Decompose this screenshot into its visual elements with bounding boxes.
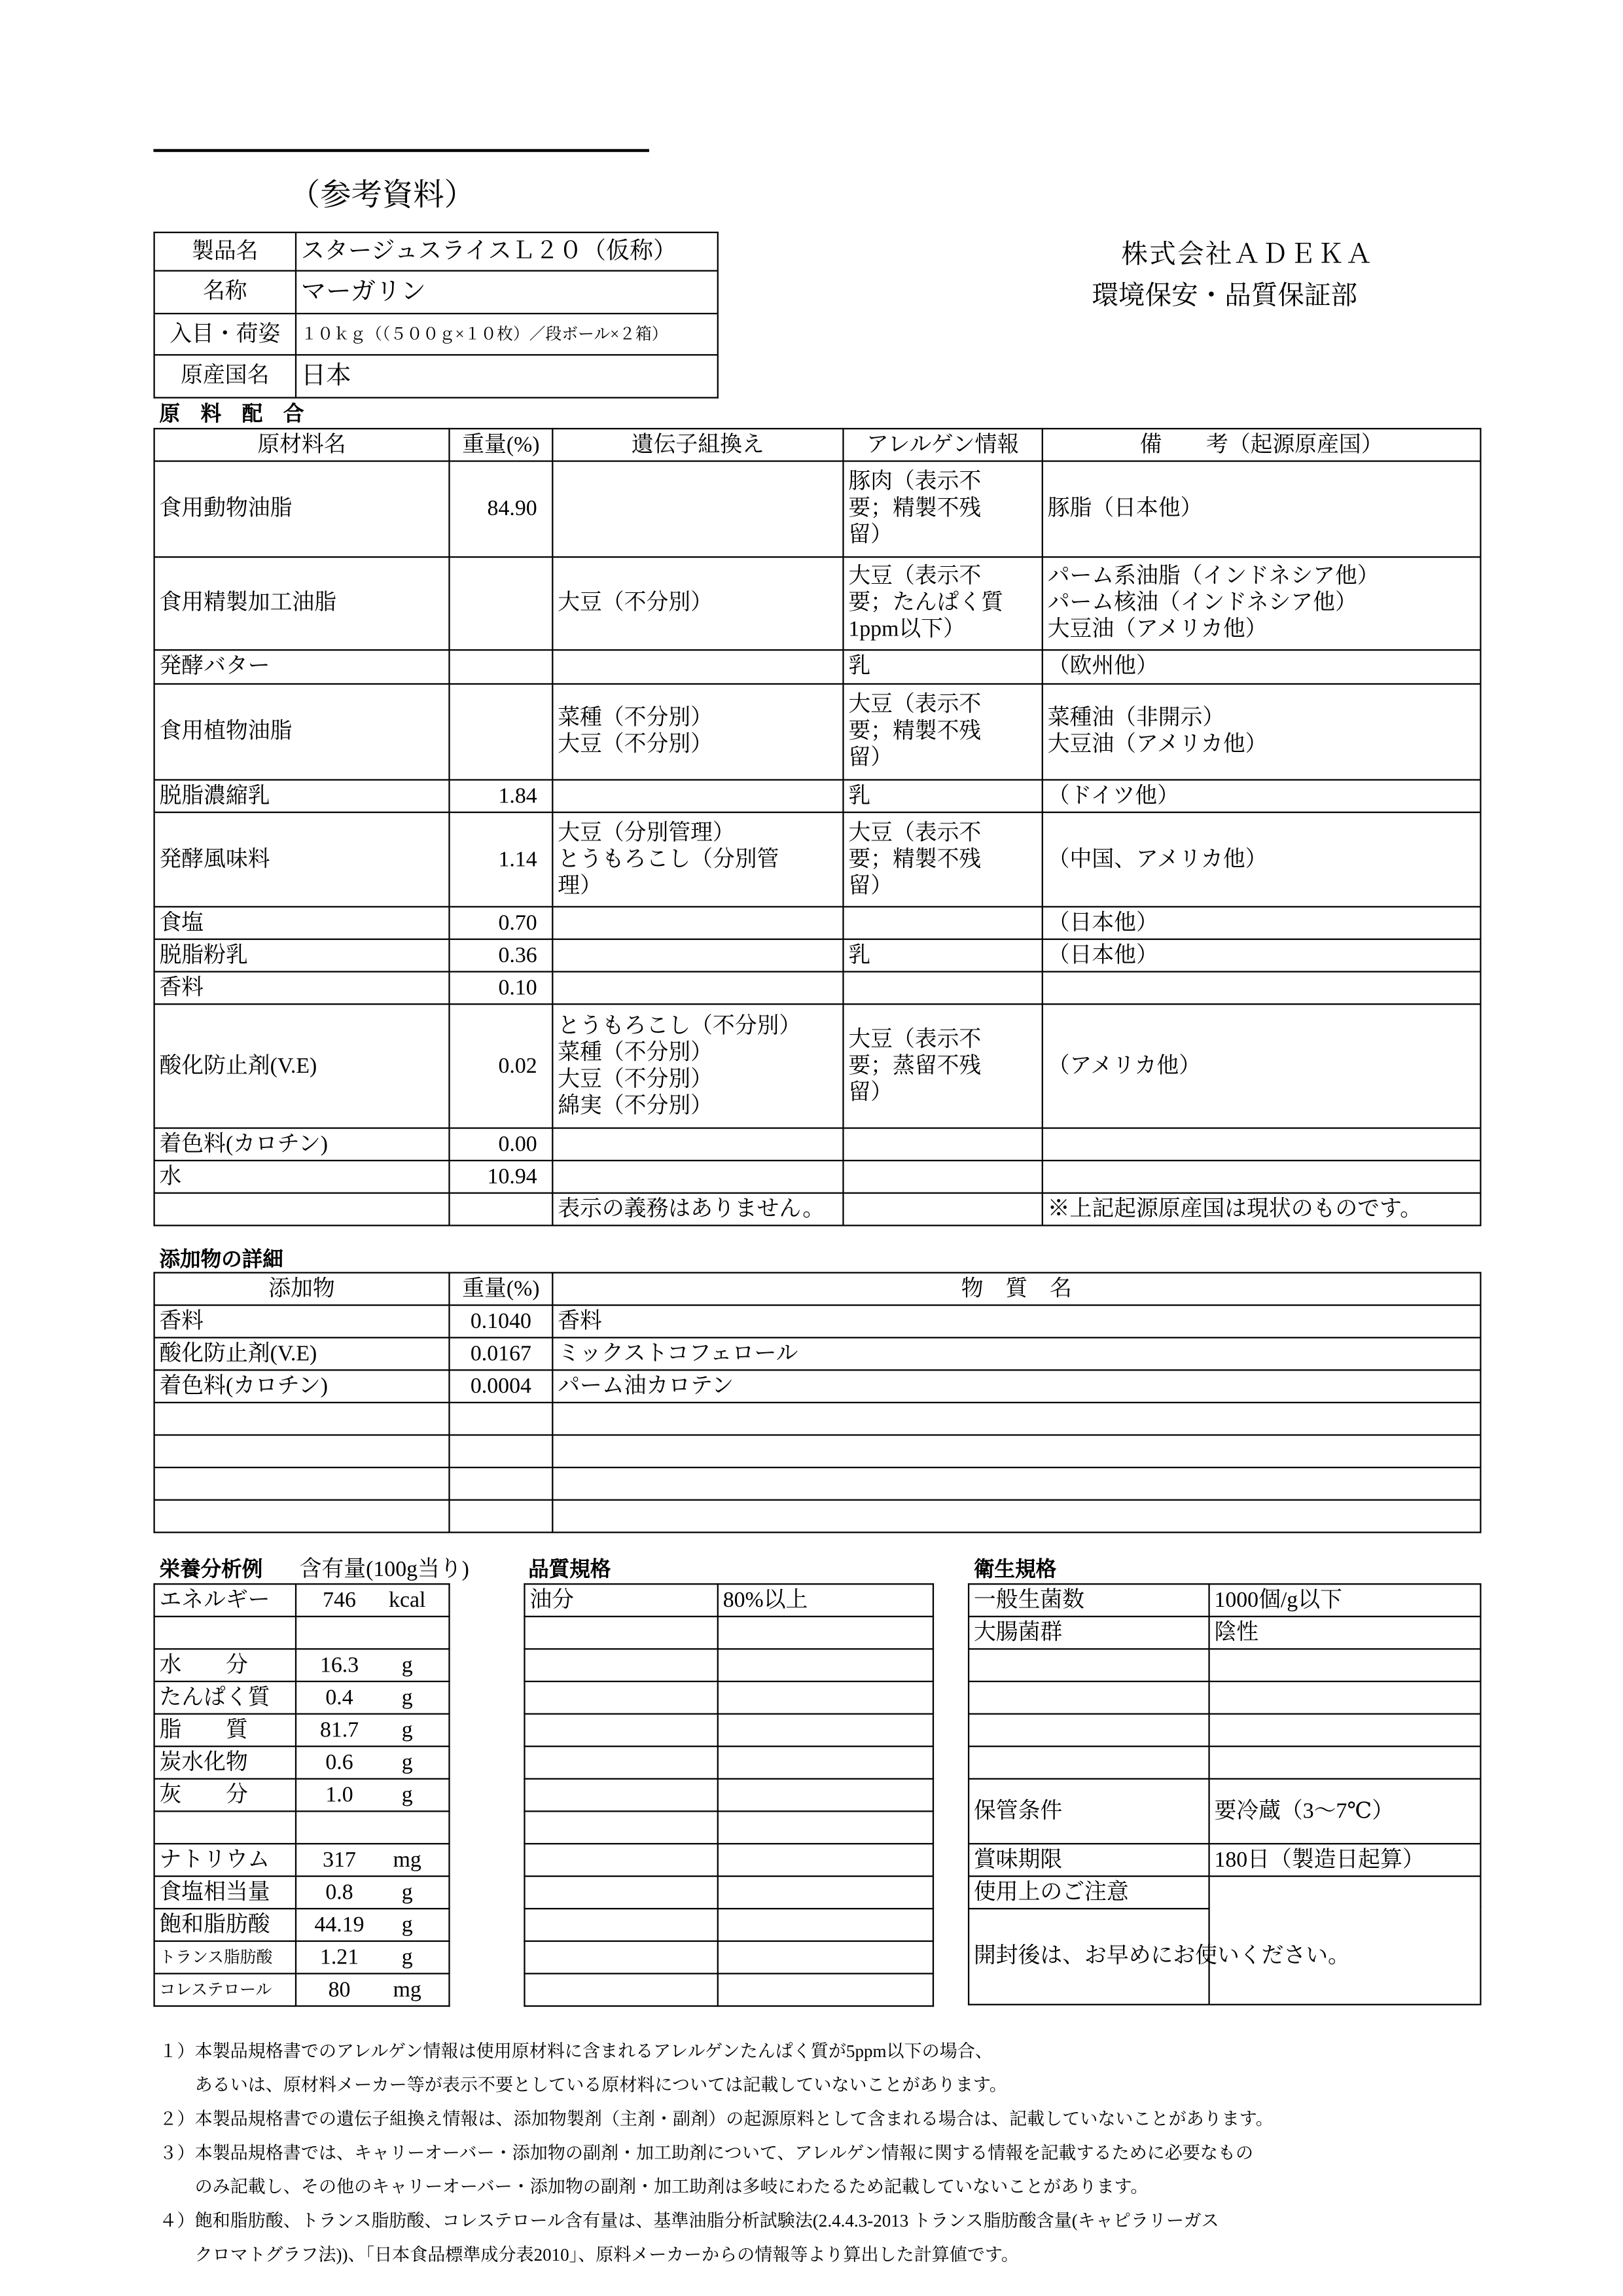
- column-header: 添加物: [154, 1273, 450, 1306]
- table-row: [154, 812, 1481, 906]
- remarks: [1043, 1128, 1481, 1161]
- product-field-label: 入目・荷姿: [154, 314, 296, 355]
- table-row: [524, 1681, 933, 1714]
- ingredient-name: 着色料(カロチン): [154, 1128, 450, 1161]
- table-row: [154, 1128, 1481, 1161]
- quality-spec: 80%以上: [718, 1584, 933, 1617]
- weight-percent: 0.70: [449, 906, 552, 939]
- nutrient-name: 食塩相当量: [154, 1876, 296, 1909]
- ingredient-name: 水: [154, 1160, 450, 1193]
- product-row: [154, 271, 718, 314]
- table-header: [154, 429, 1481, 461]
- quality-item: [524, 1876, 717, 1909]
- table-row: [154, 1338, 1481, 1371]
- footnote-line: クロマトグラフ法))、「日本食品標準成分表2010」、原料メーカーからの情報等より算出した計算値です。: [159, 2244, 1019, 2265]
- weight-percent: 84.90: [449, 461, 552, 558]
- weight-percent: 0.02: [449, 1004, 552, 1128]
- nutrient-name: 水 分: [154, 1649, 296, 1681]
- weight-percent: [449, 557, 552, 650]
- table-row: [154, 1305, 1481, 1338]
- allergen-info: [843, 1193, 1042, 1226]
- table-row: [969, 1681, 1480, 1714]
- caution-text: 開封後は、お早めにお使いください。: [969, 1909, 1480, 2005]
- table-row: [154, 1649, 450, 1681]
- quality-item: [524, 1811, 717, 1844]
- quality-item: [524, 1746, 717, 1779]
- weight-percent: [449, 1435, 552, 1468]
- table-row: [154, 1584, 450, 1617]
- product-field-value: １０ｋｇ（（５００ｇ×１０枚）／段ボール×２箱）: [296, 314, 718, 355]
- additive-name: [154, 1403, 450, 1435]
- weight-percent: [449, 1500, 552, 1533]
- substance-name: [552, 1467, 1480, 1500]
- nutrition-subheading: 含有量(100g当り): [299, 1558, 469, 1582]
- caution-text-row: [969, 1909, 1480, 2005]
- footnote-line: のみ記載し、その他のキャリーオーバー・添加物の副剤・加工助剤は多岐にわたるため記載していないことがあります。: [159, 2176, 1149, 2197]
- gmo-info: [552, 780, 843, 813]
- allergen-info: 大豆（表示不 要；精製不残 留）: [843, 684, 1042, 780]
- weight-percent: [449, 650, 552, 684]
- nutrient-value: 0.6: [325, 1750, 353, 1775]
- table-row: [154, 1714, 450, 1747]
- nutrient-amount-cell: [296, 1973, 449, 2006]
- nutrient-unit: kcal: [389, 1588, 426, 1613]
- nutrient-name: 脂 質: [154, 1714, 296, 1747]
- quality-spec: [718, 1909, 933, 1941]
- hygiene-item: [969, 1714, 1209, 1747]
- ingredients-table: [153, 428, 1481, 1227]
- quality-spec: [718, 1746, 933, 1779]
- table-row: [154, 906, 1481, 939]
- product-field-label: 原産国名: [154, 355, 296, 397]
- table-row: [524, 1909, 933, 1941]
- hygiene-spec: [1209, 1746, 1481, 1779]
- table-row: [154, 1370, 1481, 1403]
- nutrient-name: ナトリウム: [154, 1844, 296, 1876]
- title-rule: [153, 149, 649, 152]
- table-row: [969, 1844, 1480, 1876]
- table-row: [969, 1617, 1480, 1649]
- table-row: [524, 1746, 933, 1779]
- table-row: [969, 1779, 1480, 1844]
- hygiene-item: 賞味期限: [969, 1844, 1209, 1876]
- quality-item: [524, 1617, 717, 1649]
- table-row: [154, 1617, 450, 1649]
- footnote-line: ４）飽和脂肪酸、トランス脂肪酸、コレステロール含有量は、基準油脂分析試験法(2.4.4.3-2013 トランス脂肪酸含量(キャピラリーガス: [159, 2210, 1219, 2231]
- quality-spec: [718, 1649, 933, 1681]
- ingredient-name: 香料: [154, 972, 450, 1005]
- weight-percent: [449, 684, 552, 780]
- remarks: （日本他）: [1043, 939, 1481, 972]
- table-row: [154, 461, 1481, 558]
- nutrient-name: トランス脂肪酸: [154, 1941, 296, 1974]
- table-row: [154, 650, 1481, 684]
- substance-name: [552, 1435, 1480, 1468]
- nutrient-name: [154, 1811, 296, 1844]
- nutrient-value: 746: [323, 1588, 356, 1613]
- hygiene-spec: 陰性: [1209, 1617, 1481, 1649]
- company-name: 株式会社ＡＤＥＫＡ: [1121, 239, 1374, 269]
- table-row: [524, 1941, 933, 1974]
- quality-spec: [718, 1941, 933, 1974]
- remarks: 菜種油（非開示） 大豆油（アメリカ他）: [1043, 684, 1481, 780]
- remarks: （欧州他）: [1043, 650, 1481, 684]
- product-info-table: [153, 232, 718, 399]
- quality-spec: [718, 1811, 933, 1844]
- table-row: [154, 1004, 1481, 1128]
- additive-name: [154, 1500, 450, 1533]
- footnote-line: １）本製品規格書でのアレルゲン情報は使用原材料に含まれるアレルゲンたんぱく質が5ppm以下の場合、: [159, 2040, 993, 2062]
- nutrient-amount-cell: [296, 1681, 449, 1714]
- quality-spec: [718, 1714, 933, 1747]
- table-row: [524, 1714, 933, 1747]
- quality-item: [524, 1973, 717, 2006]
- gmo-info: [552, 972, 843, 1005]
- nutrient-name: たんぱく質: [154, 1681, 296, 1714]
- table-row: [154, 1403, 1481, 1435]
- weight-percent: 0.00: [449, 1128, 552, 1161]
- ingredient-name: 発酵バター: [154, 650, 450, 684]
- nutrient-amount-cell: [296, 1909, 449, 1941]
- table-row: [154, 1876, 450, 1909]
- quality-spec: [718, 1973, 933, 2006]
- substance-name: ミックストコフェロール: [552, 1338, 1480, 1371]
- allergen-info: 豚肉（表示不 要；精製不残 留）: [843, 461, 1042, 558]
- nutrient-unit: g: [401, 1912, 413, 1937]
- product-field-value: スタージュスライスＬ２０（仮称）: [296, 232, 718, 271]
- table-row: [154, 1746, 450, 1779]
- table-row: [154, 1973, 450, 2006]
- table-row: [524, 1779, 933, 1812]
- nutrient-name: [154, 1617, 296, 1649]
- hygiene-spec: 要冷蔵（3～7℃）: [1209, 1779, 1481, 1844]
- nutrient-value: 0.4: [325, 1685, 353, 1710]
- weight-percent: 0.0004: [449, 1370, 552, 1403]
- weight-percent: 10.94: [449, 1160, 552, 1193]
- nutrition-table: [153, 1583, 450, 2007]
- column-header: 物 質 名: [552, 1273, 1480, 1306]
- product-row: [154, 314, 718, 355]
- remarks: ※上記起源原産国は現状のものです。: [1043, 1193, 1481, 1226]
- remarks: （中国、アメリカ他）: [1043, 812, 1481, 906]
- product-row: [154, 355, 718, 397]
- gmo-info: 大豆（不分別）: [552, 557, 843, 650]
- nutrient-amount-cell: [296, 1844, 449, 1876]
- hygiene-heading: 衛生規格: [973, 1558, 1057, 1582]
- ingredient-name: 発酵風味料: [154, 812, 450, 906]
- table-row: [524, 1876, 933, 1909]
- weight-percent: [449, 1403, 552, 1435]
- quality-item: 油分: [524, 1584, 717, 1617]
- quality-spec: [718, 1779, 933, 1812]
- allergen-info: [843, 1160, 1042, 1193]
- additive-name: [154, 1467, 450, 1500]
- table-row: [154, 1941, 450, 1974]
- quality-item: [524, 1649, 717, 1681]
- gmo-info: [552, 1160, 843, 1193]
- additive-name: [154, 1435, 450, 1468]
- nutrient-amount-cell: [296, 1876, 449, 1909]
- column-header: 遺伝子組換え: [552, 429, 843, 461]
- table-row: [969, 1649, 1480, 1681]
- additive-name: 着色料(カロチン): [154, 1370, 450, 1403]
- column-header: 重量(%): [449, 429, 552, 461]
- gmo-info: [552, 906, 843, 939]
- nutrient-name: コレステロール: [154, 1973, 296, 2006]
- hygiene-spec: 1000個/g以下: [1209, 1584, 1481, 1617]
- remarks: [1043, 972, 1481, 1005]
- quality-spec: [718, 1681, 933, 1714]
- nutrient-name: 炭水化物: [154, 1746, 296, 1779]
- footnote-line: ３）本製品規格書では、キャリーオーバー・添加物の副剤・加工助剤について、アレルゲン情報に関する情報を記載するために必要なもの: [159, 2142, 1254, 2164]
- additive-name: 酸化防止剤(V.E): [154, 1338, 450, 1371]
- nutrient-value: 1.21: [319, 1945, 359, 1969]
- nutrient-unit: g: [401, 1653, 413, 1677]
- table-row: [524, 1584, 933, 1617]
- additives-table: [153, 1272, 1481, 1533]
- additives-heading: 添加物の詳細: [159, 1248, 283, 1272]
- nutrient-name: 灰 分: [154, 1779, 296, 1812]
- allergen-info: 大豆（表示不 要；蒸留不残 留）: [843, 1004, 1042, 1128]
- table-row: [154, 684, 1481, 780]
- remarks: （ドイツ他）: [1043, 780, 1481, 813]
- hygiene-item: [969, 1746, 1209, 1779]
- hygiene-item: 保管条件: [969, 1779, 1209, 1844]
- table-row: [154, 939, 1481, 972]
- table-row: [524, 1617, 933, 1649]
- remarks: パーム系油脂（インドネシア他） パーム核油（インドネシア他） 大豆油（アメリカ他）: [1043, 557, 1481, 650]
- table-row: [154, 780, 1481, 813]
- table-row: [154, 1811, 450, 1844]
- column-header: アレルゲン情報: [843, 429, 1042, 461]
- remarks: 豚脂（日本他）: [1043, 461, 1481, 558]
- allergen-info: [843, 972, 1042, 1005]
- remarks: （アメリカ他）: [1043, 1004, 1481, 1128]
- gmo-info: [552, 461, 843, 558]
- nutrient-amount-cell: [296, 1584, 449, 1617]
- ingredient-name: 食用植物油脂: [154, 684, 450, 780]
- weight-percent: [449, 1467, 552, 1500]
- weight-percent: 1.14: [449, 812, 552, 906]
- quality-item: [524, 1714, 717, 1747]
- ingredient-name: [154, 1193, 450, 1226]
- gmo-info: [552, 939, 843, 972]
- table-row: [154, 557, 1481, 650]
- additive-name: 香料: [154, 1305, 450, 1338]
- table-row: [154, 1909, 450, 1941]
- table-row: [524, 1973, 933, 2006]
- hygiene-item: [969, 1649, 1209, 1681]
- gmo-info: [552, 1128, 843, 1161]
- product-field-value: 日本: [296, 355, 718, 397]
- quality-item: [524, 1941, 717, 1974]
- product-field-label: 名称: [154, 271, 296, 314]
- nutrient-amount-cell: [296, 1617, 449, 1649]
- nutrient-amount-cell: [296, 1811, 449, 1844]
- hygiene-item: 大腸菌群: [969, 1617, 1209, 1649]
- quality-heading: 品質規格: [528, 1558, 611, 1582]
- quality-spec: [718, 1617, 933, 1649]
- nutrient-value: 16.3: [319, 1653, 359, 1677]
- weight-percent: [449, 1193, 552, 1226]
- table-row: [154, 1193, 1481, 1226]
- substance-name: パーム油カロテン: [552, 1370, 1480, 1403]
- allergen-info: 大豆（表示不 要；たんぱく質 1ppm以下）: [843, 557, 1042, 650]
- quality-item: [524, 1779, 717, 1812]
- nutrient-name: エネルギー: [154, 1584, 296, 1617]
- gmo-info: [552, 650, 843, 684]
- nutrient-unit: mg: [393, 1978, 421, 2002]
- nutrient-value: 80: [328, 1978, 351, 2002]
- hygiene-item: 一般生菌数: [969, 1584, 1209, 1617]
- gmo-info: とうもろこし（不分別） 菜種（不分別） 大豆（不分別） 綿実（不分別）: [552, 1004, 843, 1128]
- footnote-line: ２）本製品規格書での遺伝子組換え情報は、添加物製剤（主剤・副剤）の起源原料として含まれる場合は、記載していないことがあります。: [159, 2108, 1274, 2130]
- column-header: 原材料名: [154, 429, 450, 461]
- nutrient-value: 44.19: [314, 1912, 365, 1937]
- nutrition-heading: 栄養分析例: [159, 1558, 263, 1582]
- nutrient-unit: g: [401, 1945, 413, 1969]
- table-row: [969, 1714, 1480, 1747]
- department-name: 環境保安・品質保証部: [1092, 280, 1358, 310]
- allergen-info: 乳: [843, 780, 1042, 813]
- ingredient-name: 食用動物油脂: [154, 461, 450, 558]
- weight-percent: 1.84: [449, 780, 552, 813]
- product-field-label: 製品名: [154, 232, 296, 271]
- hygiene-spec: [1209, 1649, 1481, 1681]
- document-title: （参考資料）: [289, 177, 475, 213]
- nutrient-value: 81.7: [319, 1718, 359, 1742]
- table-row: [154, 1844, 450, 1876]
- nutrient-unit: g: [401, 1783, 413, 1807]
- substance-name: [552, 1500, 1480, 1533]
- caution-label-row: [969, 1876, 1480, 1909]
- nutrient-unit: mg: [393, 1848, 421, 1872]
- substance-name: [552, 1403, 1480, 1435]
- nutrient-amount-cell: [296, 1649, 449, 1681]
- table-row: [154, 1435, 1481, 1468]
- weight-percent: 0.36: [449, 939, 552, 972]
- quality-table: [524, 1583, 934, 2007]
- hygiene-spec: [1209, 1714, 1481, 1747]
- nutrient-amount-cell: [296, 1714, 449, 1747]
- ingredient-name: 食用精製加工油脂: [154, 557, 450, 650]
- table-row: [969, 1746, 1480, 1779]
- hygiene-spec: 180日（製造日起算）: [1209, 1844, 1481, 1876]
- nutrient-amount-cell: [296, 1779, 449, 1812]
- remarks: [1043, 1160, 1481, 1193]
- table-row: [524, 1844, 933, 1876]
- ingredient-name: 脱脂濃縮乳: [154, 780, 450, 813]
- column-header: 備 考（起源原産国）: [1043, 429, 1481, 461]
- gmo-info: 表示の義務はありません。: [552, 1193, 843, 1226]
- table-header: [154, 1273, 1481, 1306]
- allergen-info: 乳: [843, 939, 1042, 972]
- gmo-info: 菜種（不分別） 大豆（不分別）: [552, 684, 843, 780]
- table-row: [154, 1681, 450, 1714]
- table-row: [154, 1467, 1481, 1500]
- quality-item: [524, 1909, 717, 1941]
- allergen-info: [843, 906, 1042, 939]
- remarks: （日本他）: [1043, 906, 1481, 939]
- nutrient-value: 0.8: [325, 1880, 353, 1905]
- ingredient-name: 脱脂粉乳: [154, 939, 450, 972]
- gmo-info: 大豆（分別管理） とうもろこし（分別管 理）: [552, 812, 843, 906]
- table-row: [154, 1160, 1481, 1193]
- substance-name: 香料: [552, 1305, 1480, 1338]
- table-row: [154, 972, 1481, 1005]
- table-row: [154, 1500, 1481, 1533]
- footnotes: [159, 2035, 1273, 2272]
- product-field-value: マーガリン: [296, 271, 718, 314]
- allergen-info: 乳: [843, 650, 1042, 684]
- allergen-info: 大豆（表示不 要；精製不残 留）: [843, 812, 1042, 906]
- hygiene-spec: [1209, 1681, 1481, 1714]
- table-row: [524, 1649, 933, 1681]
- table-row: [524, 1811, 933, 1844]
- hygiene-table: [968, 1583, 1482, 2005]
- quality-item: [524, 1844, 717, 1876]
- nutrient-unit: g: [401, 1685, 413, 1710]
- weight-percent: 0.1040: [449, 1305, 552, 1338]
- nutrient-amount-cell: [296, 1941, 449, 1974]
- nutrient-value: 317: [323, 1848, 356, 1872]
- ingredient-name: 酸化防止剤(V.E): [154, 1004, 450, 1128]
- ingredient-name: 食塩: [154, 906, 450, 939]
- allergen-info: [843, 1128, 1042, 1161]
- ingredients-heading: 原 料 配 合: [159, 403, 304, 427]
- nutrient-amount-cell: [296, 1746, 449, 1779]
- quality-item: [524, 1681, 717, 1714]
- hygiene-item: [969, 1681, 1209, 1714]
- caution-label: 使用上のご注意: [969, 1876, 1209, 1909]
- nutrient-value: 1.0: [325, 1783, 353, 1807]
- column-header: 重量(%): [449, 1273, 552, 1306]
- product-row: [154, 232, 718, 271]
- footnote-line: あるいは、原材料メーカー等が表示不要としている原材料については記載していないことがあります。: [159, 2074, 1007, 2096]
- table-row: [969, 1584, 1480, 1617]
- weight-percent: 0.10: [449, 972, 552, 1005]
- nutrient-unit: g: [401, 1718, 413, 1742]
- table-row: [154, 1779, 450, 1812]
- quality-spec: [718, 1844, 933, 1876]
- nutrient-unit: g: [401, 1880, 413, 1905]
- weight-percent: 0.0167: [449, 1338, 552, 1371]
- nutrient-name: 飽和脂肪酸: [154, 1909, 296, 1941]
- quality-spec: [718, 1876, 933, 1909]
- nutrient-unit: g: [401, 1750, 413, 1775]
